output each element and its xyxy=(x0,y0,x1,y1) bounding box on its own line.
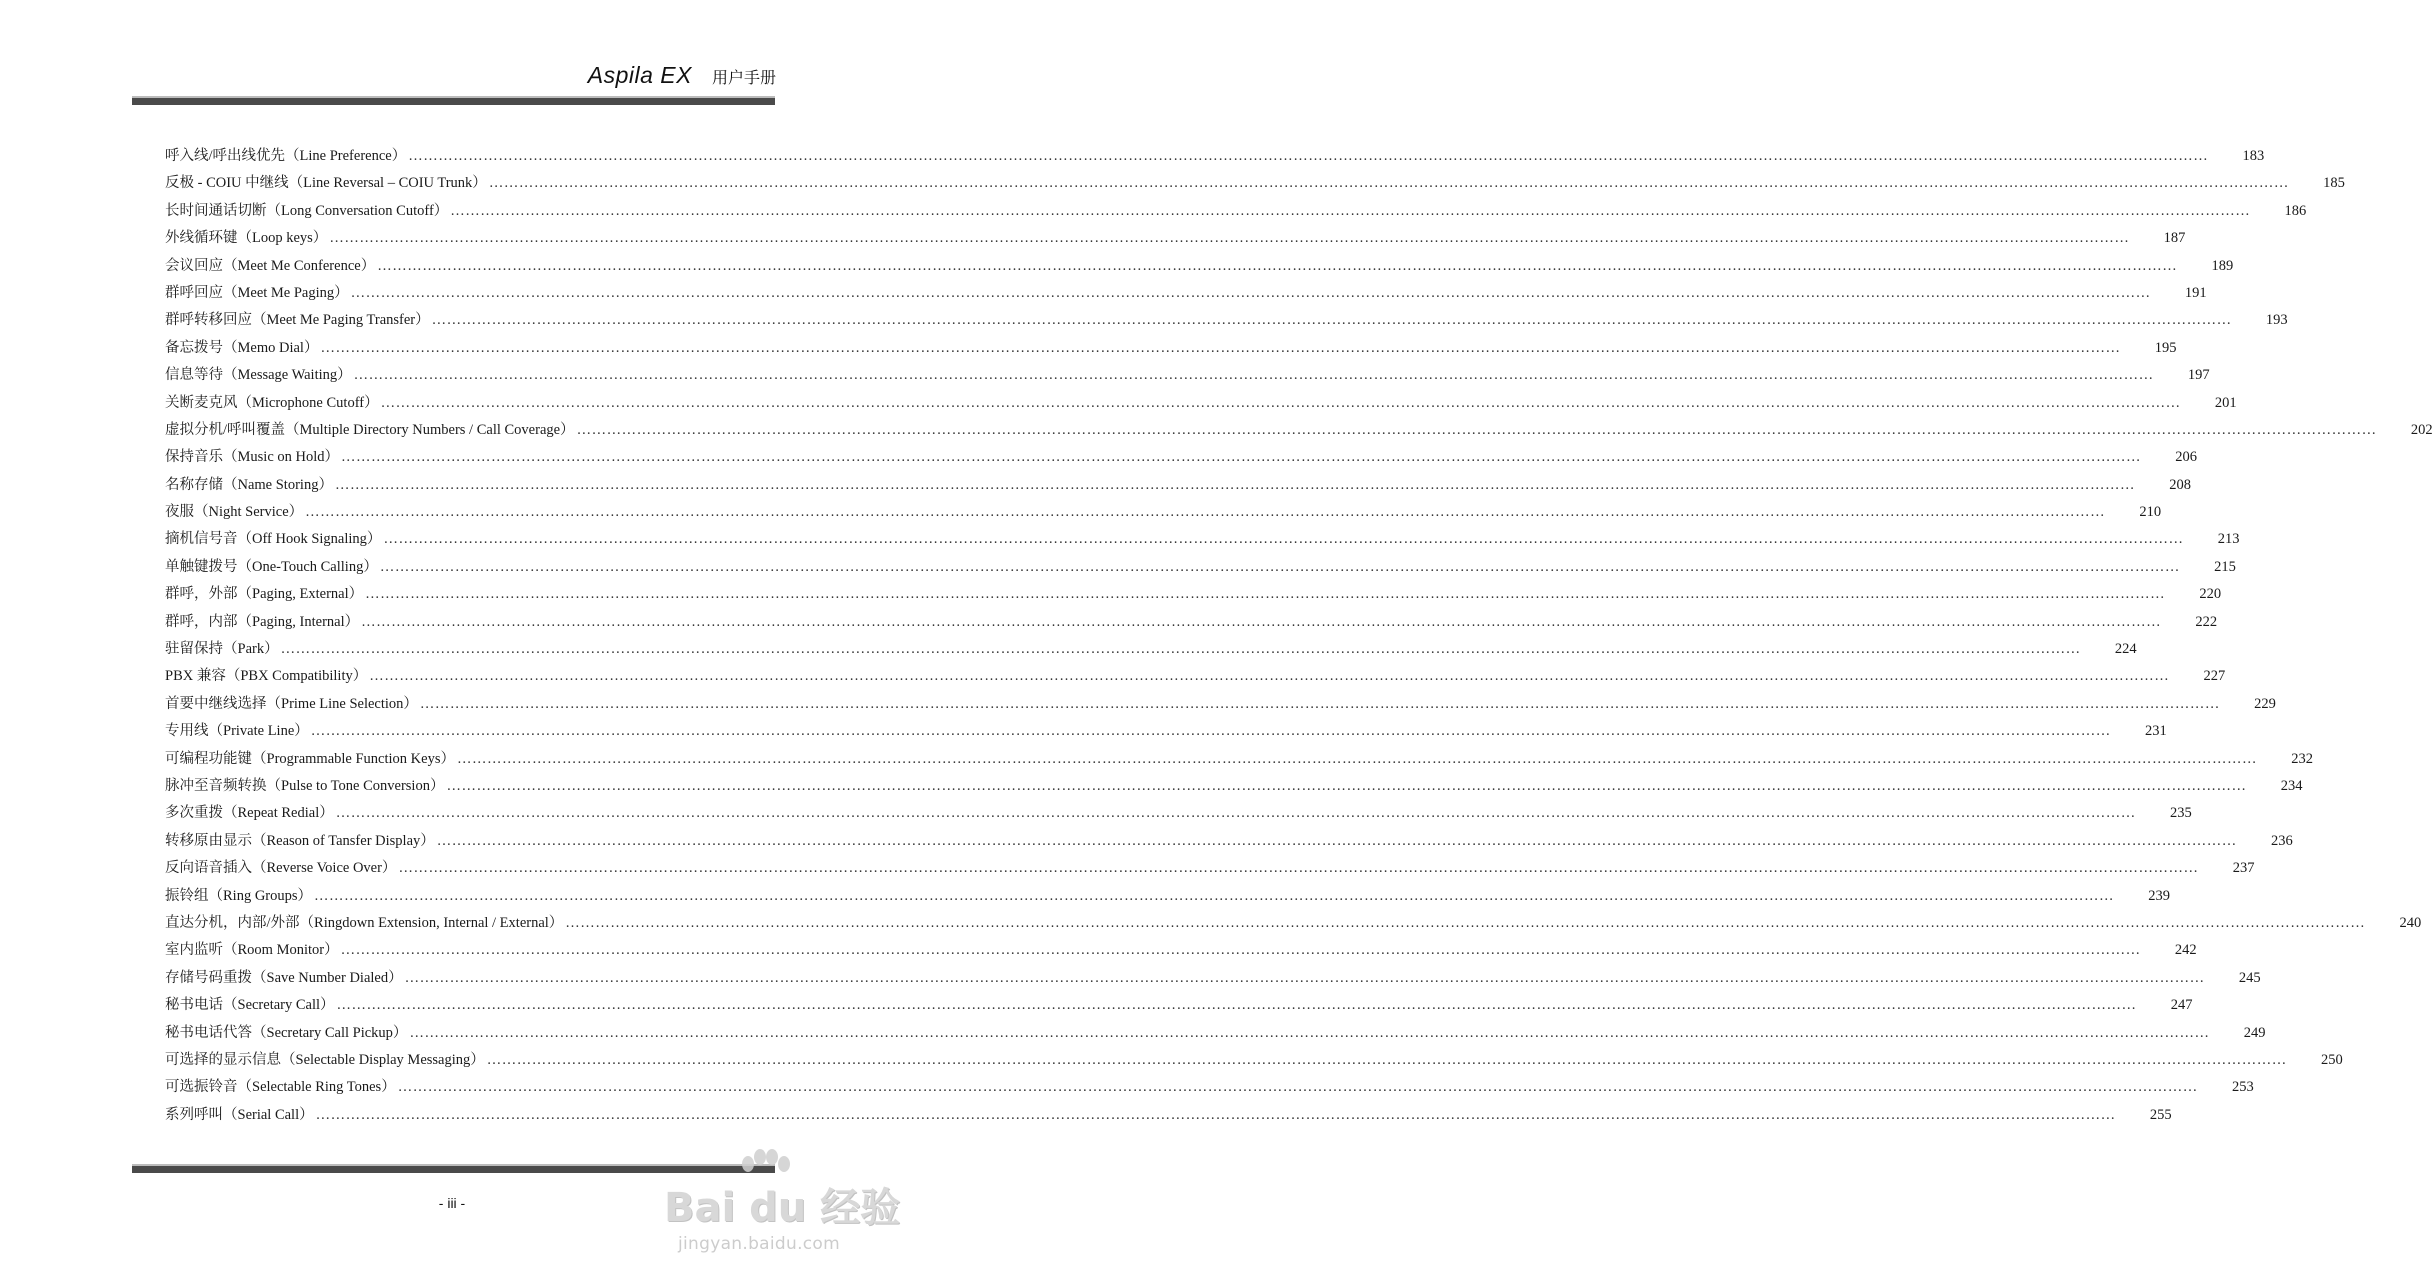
toc-entry-page: 245 xyxy=(2238,969,2261,986)
toc-entry-page: 250 xyxy=(2321,1051,2343,1068)
toc-leader-dots: ……………………………………………………………………………………………………………………………………………………………………………………………………………………………………………………………………………………………………………………………… xyxy=(456,750,2257,767)
toc-entry-title: PBX 兼容（PBX Compatibility） xyxy=(165,668,368,685)
toc-entry-title: 名称存储（Name Storing） xyxy=(165,476,333,493)
toc-entry-title: 群呼回应（Meet Me Paging） xyxy=(165,284,349,301)
toc-entry-page: 193 xyxy=(2265,312,2288,329)
toc-entry-page: 234 xyxy=(2280,777,2303,794)
toc-leader-dots: ……………………………………………………………………………………………………………………………………………………………………………………………………………………………………………………………………………………………………………………………… xyxy=(340,942,2141,959)
toc-entry-page: 213 xyxy=(2217,531,2240,548)
toc-entry xyxy=(165,390,2237,417)
toc-entry-title: 存储号码重拨（Save Number Dialed） xyxy=(165,969,403,986)
header-rule xyxy=(132,96,775,105)
table-of-contents xyxy=(165,143,2433,1129)
toc-entry-title: 首要中继线选择（Prime Line Selection） xyxy=(165,695,418,712)
watermark xyxy=(664,1148,901,1268)
toc-entry-title: 振铃组（Ring Groups） xyxy=(165,887,313,904)
toc-entry-page: 202 xyxy=(2410,421,2433,438)
toc-leader-dots: ……………………………………………………………………………………………………………………………………………………………………………………………………………………………………………………………………………………………………………………………… xyxy=(280,641,2081,658)
toc-entry xyxy=(165,1047,2343,1074)
toc-leader-dots: ……………………………………………………………………………………………………………………………………………………………………………………………………………………………………………………………………………………………………………………………… xyxy=(404,969,2205,986)
toc-entry-title: 可选振铃音（Selectable Ring Tones） xyxy=(165,1079,396,1096)
toc-entry-page: 239 xyxy=(2148,887,2171,904)
toc-entry-page: 247 xyxy=(2170,997,2193,1014)
toc-entry xyxy=(165,609,2218,636)
toc-entry-title: 单触键拨号（One-Touch Calling） xyxy=(165,558,378,575)
toc-entry-page: 206 xyxy=(2175,449,2197,466)
toc-entry-title: 室内监听（Room Monitor） xyxy=(165,942,339,959)
toc-entry xyxy=(165,828,2293,855)
toc-entry-page: 224 xyxy=(2114,641,2137,658)
toc-entry-title: 系列呼叫（Serial Call） xyxy=(165,1106,314,1123)
toc-leader-dots: ……………………………………………………………………………………………………………………………………………………………………………………………………………………………………………………………………………………………………………………………… xyxy=(335,805,2136,822)
toc-entry xyxy=(165,883,2171,910)
toc-entry xyxy=(165,225,2186,252)
toc-entry xyxy=(165,499,2162,526)
toc-entry-page: 208 xyxy=(2169,476,2191,493)
toc-entry xyxy=(165,1102,2172,1129)
toc-leader-dots: ……………………………………………………………………………………………………………………………………………………………………………………………………………………………………………………………………………………………………………………………… xyxy=(334,476,2135,493)
toc-entry xyxy=(165,636,2137,663)
toc-leader-dots: ……………………………………………………………………………………………………………………………………………………………………………………………………………………………………………………………………………………………………………………………… xyxy=(409,1024,2210,1041)
toc-entry xyxy=(165,910,2422,937)
toc-entry xyxy=(165,444,2197,471)
toc-entry-title: 秘书电话（Secretary Call） xyxy=(165,997,335,1014)
toc-entry-title: 专用线（Private Line） xyxy=(165,723,309,740)
toc-entry xyxy=(165,937,2197,964)
toc-entry-page: 195 xyxy=(2154,339,2177,356)
page-number: - iii - xyxy=(438,1195,466,1211)
toc-leader-dots: ……………………………………………………………………………………………………………………………………………………………………………………………………………………………………………………………………………………………………………………………… xyxy=(369,668,2170,685)
toc-entry-title: 脉冲至音频转换（Pulse to Tone Conversion） xyxy=(165,777,445,794)
toc-entry xyxy=(165,198,2307,225)
toc-entry xyxy=(165,362,2210,389)
toc-entry-title: 反极 - COIU 中继线（Line Reversal – COIU Trunk） xyxy=(165,175,487,192)
toc-leader-dots: ……………………………………………………………………………………………………………………………………………………………………………………………………………………………………………………………………………………………………………………………… xyxy=(446,777,2247,794)
toc-leader-dots: ……………………………………………………………………………………………………………………………………………………………………………………………………………………………………………………………………………………………………………………………… xyxy=(365,586,2166,603)
toc-leader-dots: ……………………………………………………………………………………………………………………………………………………………………………………………………………………………………………………………………………………………………………………………… xyxy=(336,997,2137,1014)
toc-leader-dots: ……………………………………………………………………………………………………………………………………………………………………………………………………………………………………………………………………………………………………………………………… xyxy=(314,887,2115,904)
toc-entry xyxy=(165,992,2193,1019)
toc-entry xyxy=(165,581,2222,608)
toc-entry-title: 秘书电话代答（Secretary Call Pickup） xyxy=(165,1024,408,1041)
toc-leader-dots: ……………………………………………………………………………………………………………………………………………………………………………………………………………………………………………………………………………………………………………………………… xyxy=(576,421,2377,438)
toc-leader-dots: ……………………………………………………………………………………………………………………………………………………………………………………………………………………………………………………………………………………………………………………………… xyxy=(320,339,2121,356)
toc-leader-dots: ……………………………………………………………………………………………………………………………………………………………………………………………………………………………………………………………………………………………………………………………… xyxy=(350,284,2151,301)
toc-entry xyxy=(165,554,2236,581)
manual-title: 用户手册 xyxy=(711,68,776,87)
toc-entry xyxy=(165,280,2207,307)
toc-entry-page: 253 xyxy=(2231,1079,2254,1096)
toc-entry-page: 183 xyxy=(2242,148,2265,164)
toc-entry-page: 185 xyxy=(2323,175,2345,192)
toc-entry xyxy=(165,663,2226,690)
toc-entry xyxy=(165,1074,2254,1101)
toc-leader-dots: ……………………………………………………………………………………………………………………………………………………………………………………………………………………………………………………………………………………………………………………………… xyxy=(397,1079,2198,1096)
toc-entry-page: 210 xyxy=(2139,504,2162,521)
toc-entry-title: 会议回应（Meet Me Conference） xyxy=(165,257,376,274)
toc-entry xyxy=(165,718,2167,745)
toc-leader-dots: ……………………………………………………………………………………………………………………………………………………………………………………………………………………………………………………………………………………………………………………………… xyxy=(431,312,2232,329)
toc-entry xyxy=(165,472,2191,499)
toc-leader-dots: ……………………………………………………………………………………………………………………………………………………………………………………………………………………………………………………………………………………………………………………………… xyxy=(398,860,2199,877)
toc-entry-title: 直达分机，内部/外部（Ringdown Extension, Internal / External） xyxy=(165,914,564,931)
toc-entry-title: 转移原由显示（Reason of Tansfer Display） xyxy=(165,832,435,849)
toc-entry-title: 群呼转移回应（Meet Me Paging Transfer） xyxy=(165,312,430,329)
toc-entry xyxy=(165,773,2303,800)
toc-entry-title: 夜服（Night Service） xyxy=(165,504,304,521)
toc-entry-title: 长时间通话切断（Long Conversation Cutoff） xyxy=(165,202,449,219)
toc-entry-title: 群呼，内部（Paging, Internal） xyxy=(165,613,360,630)
toc-entry xyxy=(165,800,2192,827)
toc-leader-dots: ……………………………………………………………………………………………………………………………………………………………………………………………………………………………………………………………………………………………………………………………… xyxy=(341,449,2141,466)
toc-leader-dots: ……………………………………………………………………………………………………………………………………………………………………………………………………………………………………………………………………………………………………………………………… xyxy=(419,695,2220,712)
toc-leader-dots: ……………………………………………………………………………………………………………………………………………………………………………………………………………………………………………………………………………………………………………………………… xyxy=(379,558,2180,575)
toc-entry-title: 关断麦克风（Microphone Cutoff） xyxy=(165,394,379,411)
toc-leader-dots: ……………………………………………………………………………………………………………………………………………………………………………………………………………………………………………………………………………………………………………………………… xyxy=(380,394,2181,411)
toc-entry-page: 232 xyxy=(2291,750,2313,767)
toc-leader-dots: ……………………………………………………………………………………………………………………………………………………………………………………………………………………………………………………………………………………………………………………………… xyxy=(315,1106,2116,1123)
toc-leader-dots: ……………………………………………………………………………………………………………………………………………………………………………………………………………………………………………………………………………………………………………………………… xyxy=(488,175,2289,192)
toc-entry-page: 201 xyxy=(2214,394,2237,411)
toc-entry xyxy=(165,335,2177,362)
toc-entry-title: 保持音乐（Music on Hold） xyxy=(165,449,339,466)
toc-leader-dots: ……………………………………………………………………………………………………………………………………………………………………………………………………………………………………………………………………………………………………………………………… xyxy=(565,914,2366,931)
toc-entry-page: 187 xyxy=(2163,230,2186,247)
toc-entry-page: 229 xyxy=(2254,695,2276,712)
toc-entry-page: 231 xyxy=(2145,723,2167,740)
toc-leader-dots: ……………………………………………………………………………………………………………………………………………………………………………………………………………………………………………………………………………………………………………………………… xyxy=(450,202,2251,219)
toc-entry-page: 235 xyxy=(2169,805,2192,822)
toc-entry-title: 虚拟分机/呼叫覆盖（Multiple Directory Numbers / Call Coverage） xyxy=(165,421,575,438)
toc-entry-page: 222 xyxy=(2195,613,2218,630)
toc-leader-dots: ……………………………………………………………………………………………………………………………………………………………………………………………………………………………………………………………………………………………………………………………… xyxy=(361,613,2162,630)
toc-entry-title: 反向语音插入（Reverse Voice Over） xyxy=(165,860,397,877)
toc-leader-dots: ……………………………………………………………………………………………………………………………………………………………………………………………………………………………………………………………………………………………………………………………… xyxy=(486,1051,2287,1068)
toc-entry xyxy=(165,143,2265,170)
toc-leader-dots: ……………………………………………………………………………………………………………………………………………………………………………………………………………………………………………………………………………………………………………………………… xyxy=(329,230,2130,247)
watermark-url: jingyan.baidu.com xyxy=(678,1234,840,1254)
toc-leader-dots: ……………………………………………………………………………………………………………………………………………………………………………………………………………………………………………………………………………………………………………………………… xyxy=(305,504,2106,521)
toc-entry-page: 197 xyxy=(2187,367,2210,384)
toc-entry-title: 摘机信号音（Off Hook Signaling） xyxy=(165,531,382,548)
toc-entry-title: 备忘拨号（Memo Dial） xyxy=(165,339,319,356)
toc-entry-title: 多次重拨（Repeat Redial） xyxy=(165,805,334,822)
toc-entry-page: 189 xyxy=(2211,257,2234,274)
toc-entry-title: 信息等待（Message Waiting） xyxy=(165,367,352,384)
toc-entry-title: 外线循环键（Loop keys） xyxy=(165,230,328,247)
toc-entry-page: 191 xyxy=(2184,284,2207,301)
toc-entry-title: 群呼，外部（Paging, External） xyxy=(165,586,364,603)
toc-entry-page: 227 xyxy=(2203,668,2226,685)
toc-entry-page: 215 xyxy=(2214,558,2236,575)
toc-entry-page: 237 xyxy=(2232,860,2255,877)
toc-entry-page: 249 xyxy=(2243,1024,2266,1041)
toc-entry xyxy=(165,746,2313,773)
toc-leader-dots: ……………………………………………………………………………………………………………………………………………………………………………………………………………………………………………………………………………………………………………………………… xyxy=(353,367,2154,384)
toc-entry xyxy=(165,417,2433,444)
toc-entry xyxy=(165,965,2261,992)
toc-leader-dots: ……………………………………………………………………………………………………………………………………………………………………………………………………………………………………………………………………………………………………………………………… xyxy=(408,148,2209,164)
toc-leader-dots: ……………………………………………………………………………………………………………………………………………………………………………………………………………………………………………………………………………………………………………………………… xyxy=(310,723,2111,740)
brand-title: Aspila EX xyxy=(587,62,692,88)
toc-entry-page: 242 xyxy=(2174,942,2197,959)
toc-entry-page: 240 xyxy=(2399,914,2422,931)
toc-entry-page: 255 xyxy=(2149,1106,2172,1123)
toc-entry-title: 驻留保持（Park） xyxy=(165,641,279,658)
toc-entry-title: 可编程功能键（Programmable Function Keys） xyxy=(165,750,455,767)
toc-entry xyxy=(165,855,2255,882)
watermark-brand: Bai du 经验 xyxy=(664,1185,901,1231)
toc-entry xyxy=(165,170,2345,197)
toc-leader-dots: ……………………………………………………………………………………………………………………………………………………………………………………………………………………………………………………………………………………………………………………………… xyxy=(377,257,2178,274)
toc-entry-title: 可选择的显示信息（Selectable Display Messaging） xyxy=(165,1051,485,1068)
page-header xyxy=(588,62,776,89)
toc-leader-dots: ……………………………………………………………………………………………………………………………………………………………………………………………………………………………………………………………………………………………………………………………… xyxy=(436,832,2237,849)
toc-entry-page: 220 xyxy=(2199,586,2222,603)
toc-entry xyxy=(165,526,2240,553)
toc-entry-page: 186 xyxy=(2284,202,2307,219)
toc-entry xyxy=(165,253,2234,280)
toc-entry xyxy=(165,691,2276,718)
toc-leader-dots: ……………………………………………………………………………………………………………………………………………………………………………………………………………………………………………………………………………………………………………………………… xyxy=(383,531,2184,548)
toc-entry xyxy=(165,307,2288,334)
toc-entry xyxy=(165,1020,2266,1047)
toc-entry-page: 236 xyxy=(2271,832,2293,849)
toc-entry-title: 呼入线/呼出线优先（Line Preference） xyxy=(165,148,407,164)
